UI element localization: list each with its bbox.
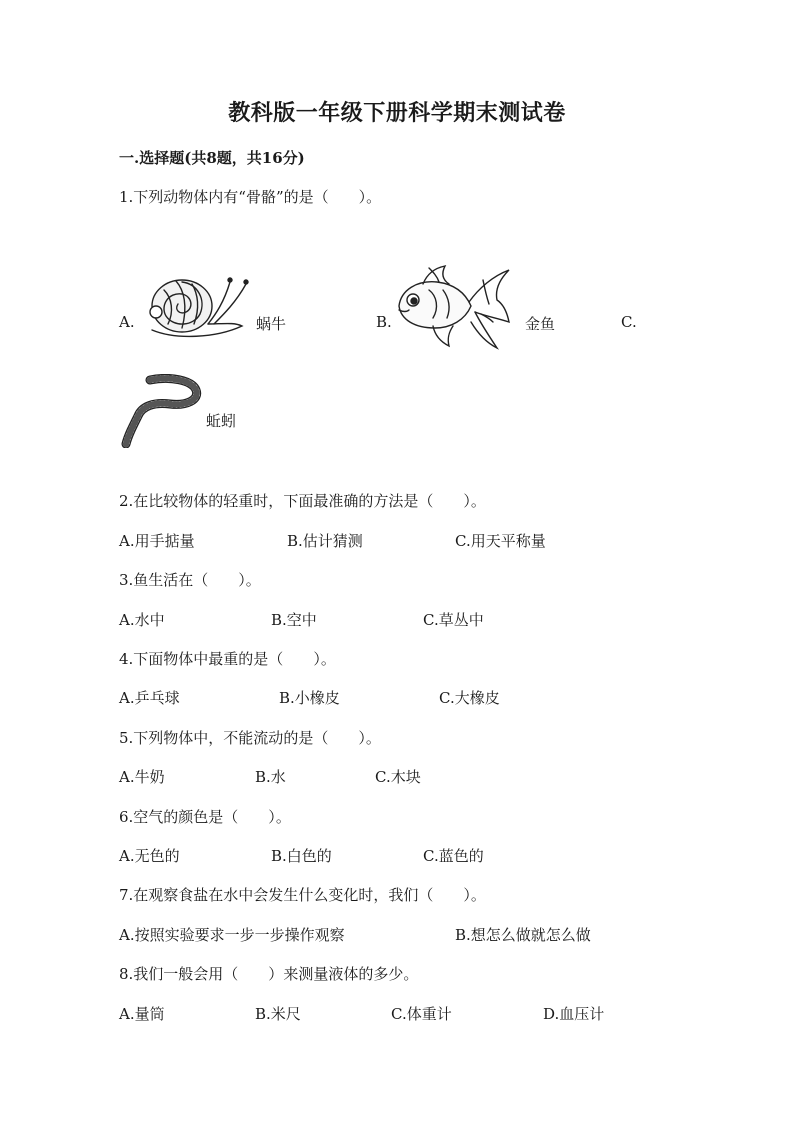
q6-option-a: A.无色的 [119,847,180,865]
q3-option-a: A.水中 [119,611,165,629]
q1-option-b-label: B. [376,313,392,331]
earthworm-image [118,374,202,448]
question-6-stem: 6.空气的颜色是（ ）。 [119,808,291,826]
q4-option-b: B.小橡皮 [279,689,340,707]
q1-option-c-text: 蚯蚓 [206,412,237,430]
question-4-stem: 4.下面物体中最重的是（ ）。 [119,650,336,668]
q5-option-b: B.水 [255,768,286,786]
q3-option-c: C.草丛中 [423,611,484,629]
q7-option-a: A.按照实验要求一步一步操作观察 [119,926,345,944]
question-5-stem: 5.下列物体中，不能流动的是（ ）。 [119,729,381,747]
q4-option-c: C.大橡皮 [439,689,500,707]
q8-option-c: C.体重计 [391,1005,452,1023]
q3-option-b: B.空中 [271,611,317,629]
q7-option-b: B.想怎么做就怎么做 [455,926,591,944]
q5-option-c: C.木块 [375,768,421,786]
q2-option-a: A.用手掂量 [119,532,195,550]
q2-option-b: B.估计猜测 [287,532,363,550]
question-8-stem: 8.我们一般会用（ ）来测量液体的多少。 [119,965,419,983]
q8-option-b: B.米尺 [255,1005,301,1023]
q5-option-a: A.牛奶 [119,768,165,786]
question-2-stem: 2.在比较物体的轻重时，下面最准确的方法是（ ）。 [119,492,486,510]
q1-option-c-label: C. [621,313,637,331]
goldfish-image [393,260,515,352]
q8-option-d: D.血压计 [543,1005,605,1023]
q1-option-a-text: 蜗牛 [256,315,287,333]
q8-option-a: A.量筒 [119,1005,165,1023]
snail-image [146,268,256,344]
q4-option-a: A.乒乓球 [119,689,180,707]
q6-option-c: C.蓝色的 [423,847,484,865]
question-1-stem: 1.下列动物体内有“骨骼”的是（ ）。 [119,188,382,206]
page-title: 教科版一年级下册科学期末测试卷 [228,100,566,126]
q1-option-b-text: 金鱼 [525,315,556,333]
q1-option-a-label: A. [119,313,135,331]
q2-option-c: C.用天平称量 [455,532,546,550]
question-3-stem: 3.鱼生活在（ ）。 [119,571,261,589]
section-heading: 一.选择题(共8题，共16分) [119,149,305,167]
question-7-stem: 7.在观察食盐在水中会发生什么变化时，我们（ ）。 [119,886,486,904]
q6-option-b: B.白色的 [271,847,332,865]
